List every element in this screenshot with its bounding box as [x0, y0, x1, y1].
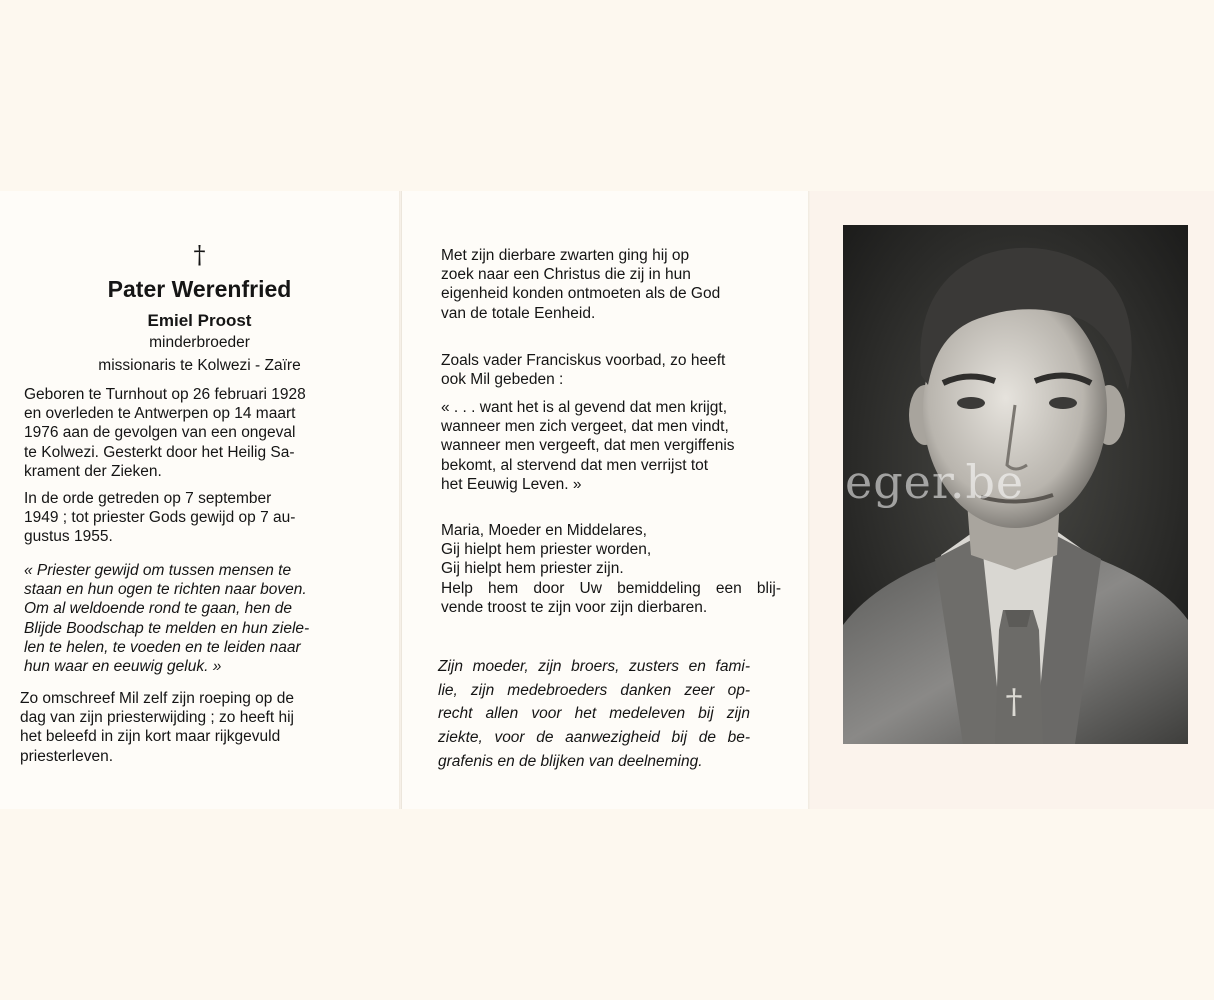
text-line: Zijn moeder, zijn broers, zusters en fami- — [438, 658, 750, 675]
prayer-quote — [441, 398, 781, 494]
text-line: dag van zijn priesterwijding ; zo heeft hij — [20, 709, 294, 727]
text-line: Help hem door Uw bemiddeling een blij- — [441, 579, 781, 597]
text-line: Om al weldoende rond te gaan, hen de — [24, 600, 292, 618]
text-line: Met zijn dierbare zwarten ging hij op — [441, 247, 690, 264]
watermark-text: eger.be — [845, 455, 1025, 509]
franciskus-paragraph — [441, 351, 781, 389]
text-line: het Eeuwig Leven. » — [441, 475, 582, 493]
tie-cross-icon: † — [1005, 682, 1023, 722]
text-line: hun waar en eeuwig geluk. » — [24, 658, 222, 676]
order-paragraph — [24, 489, 362, 547]
text-line: krament der Zieken. — [24, 462, 162, 480]
text-line: lie, zijn medebroeders danken zeer op- — [438, 681, 750, 699]
text-line: 1976 aan de gevolgen van een ongeval — [24, 424, 296, 442]
mission-paragraph — [441, 246, 781, 323]
cross-icon: † — [193, 241, 206, 269]
text-line: len te helen, te voeden en te leiden naar — [24, 638, 301, 656]
text-line: recht allen voor het medeleven bij zijn — [438, 705, 750, 723]
text-line: eigenheid konden ontmoeten als de God — [441, 285, 721, 303]
text-line: In de orde getreden op 7 september — [24, 490, 272, 507]
text-line: wanneer men zich vergeet, dat men vindt, — [441, 418, 729, 436]
text-line: van de totale Eenheid. — [441, 304, 596, 322]
text-line: Gij hielpt hem priester worden, — [441, 541, 652, 559]
text-line: Maria, Moeder en Middelares, — [441, 522, 647, 539]
text-line: « Priester gewijd om tussen mensen te — [24, 562, 292, 579]
text-line: en overleden te Antwerpen op 14 maart — [24, 405, 296, 423]
birth-death-paragraph — [24, 385, 362, 481]
text-line: « . . . want het is al gevend dat men krijgt, — [441, 399, 728, 416]
mission-line: missionaris te Kolwezi - Zaïre — [98, 357, 301, 374]
text-line: het beleefd in zijn kort maar rijkgevuld — [20, 728, 281, 746]
deceased-name: Emiel Proost — [147, 311, 252, 330]
text-line: Blijde Boodschap te melden en hun ziele- — [24, 619, 310, 637]
text-line: Zoals vader Franciskus voorbad, zo heeft — [441, 352, 726, 369]
text-line: vende troost te zijn voor zijn dierbaren. — [441, 598, 708, 616]
text-line: Gij hielpt hem priester zijn. — [441, 560, 624, 578]
text-line: wanneer men vergeeft, dat men vergiffenis — [441, 437, 735, 455]
deceased-title: Pater Werenfried — [107, 276, 292, 302]
text-line: priesterleven. — [20, 747, 114, 765]
thanks-paragraph — [438, 655, 750, 774]
priest-quote — [24, 561, 362, 676]
order-line: minderbroeder — [149, 334, 250, 351]
text-line: gustus 1955. — [24, 528, 113, 546]
text-line: bekomt, al stervend dat men verrijst tot — [441, 456, 709, 474]
maria-prayer — [441, 521, 781, 617]
text-line: zoek naar een Christus die zij in hun — [441, 266, 691, 284]
text-line: ook Mil gebeden : — [441, 371, 564, 389]
text-line: Zo omschreef Mil zelf zijn roeping op de — [20, 690, 294, 707]
text-line: te Kolwezi. Gesterkt door het Heilig Sa- — [24, 443, 295, 461]
vocation-paragraph — [20, 689, 362, 766]
text-line: staan en hun ogen te richten naar boven. — [24, 581, 307, 599]
text-line: Geboren te Turnhout op 26 februari 1928 — [24, 386, 306, 403]
text-line: ziekte, voor de aanwezigheid bij de be- — [438, 729, 750, 747]
text-line: grafenis en de blijken van deelneming. — [438, 752, 703, 770]
text-line: 1949 ; tot priester Gods gewijd op 7 au- — [24, 509, 296, 527]
